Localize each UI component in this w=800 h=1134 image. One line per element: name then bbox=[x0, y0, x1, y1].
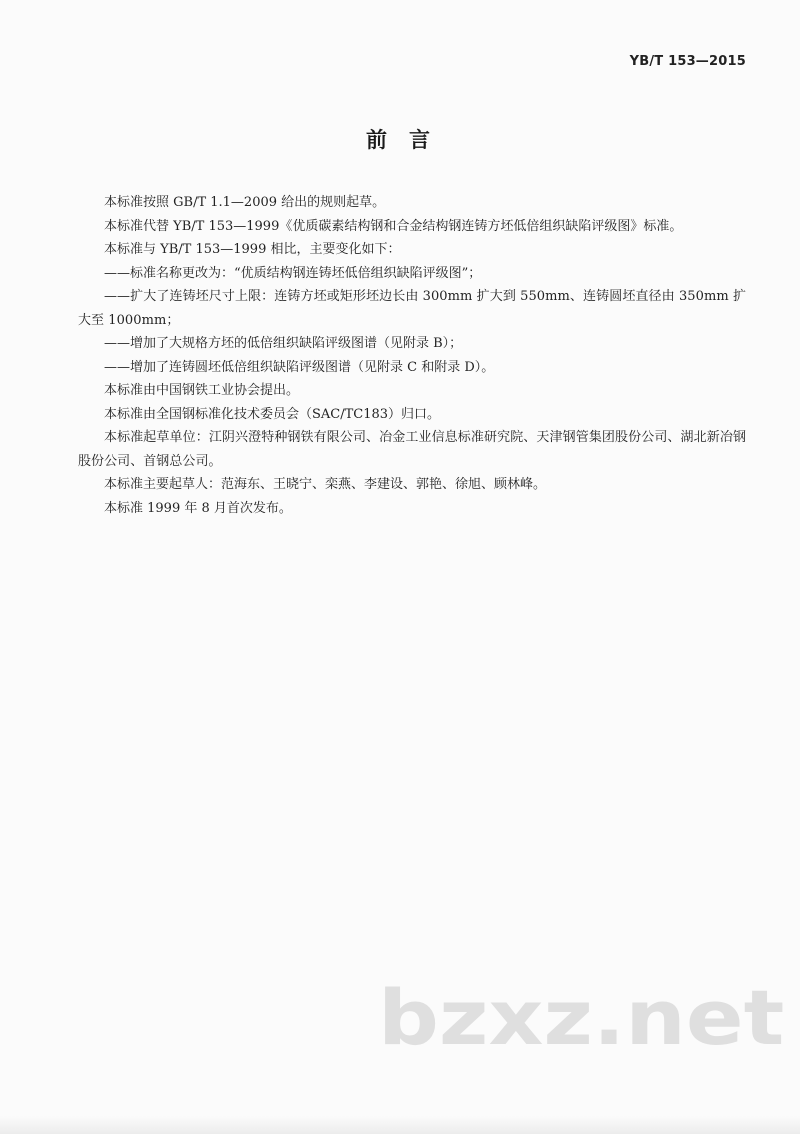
paragraph-drafting-units: 本标准起草单位：江阴兴澄特种钢铁有限公司、冶金工业信息标准研究院、天津钢管集团股份公司、湖北新冶钢股份公司、首钢总公司。 bbox=[78, 430, 746, 469]
paragraph-drafters: 本标准主要起草人：范海东、王晓宁、栾燕、李建设、郭艳、徐旭、顾林峰。 bbox=[104, 477, 547, 492]
paragraph-replaces: 本标准代替 YB/T 153—1999《优质碳素结构钢和合金结构钢连铸方坯低倍组织缺陷评级图》标准。 bbox=[104, 218, 683, 234]
paragraph-main-changes: 本标准与 YB/T 153—1999 相比，主要变化如下： bbox=[104, 242, 401, 257]
paragraph-first-issued: 本标准 1999 年 8 月首次发布。 bbox=[104, 500, 292, 516]
paragraph-administered-by: 本标准由全国钢标准化技术委员会（SAC/TC183）归口。 bbox=[104, 406, 441, 422]
change-item-title: ——标准名称更改为：“优质结构钢连铸坯低倍组织缺陷评级图”； bbox=[104, 265, 482, 281]
standard-code: YB/T 153—2015 bbox=[629, 54, 746, 69]
change-item-appendix-c-d: ——增加了连铸圆坯低倍组织缺陷评级图谱（见附录 C 和附录 D）。 bbox=[104, 359, 495, 375]
foreword-body bbox=[78, 191, 746, 520]
change-item-appendix-b: ——增加了大规格方坯的低倍组织缺陷评级图谱（见附录 B）； bbox=[104, 336, 463, 351]
watermark-logo: bzxz.net bbox=[378, 973, 785, 1062]
paragraph-proposed-by: 本标准由中国钢铁工业协会提出。 bbox=[104, 383, 300, 398]
change-item-size-limit: ——扩大了连铸坯尺寸上限：连铸方坯或矩形坯边长由 300mm 扩大到 550mm、连铸圆坯直径由 350mm 扩大至 1000mm； bbox=[78, 289, 746, 328]
paragraph-drafting-rules: 本标准按照 GB/T 1.1—2009 给出的规则起草。 bbox=[104, 195, 386, 210]
page-title: 前言 bbox=[366, 127, 452, 152]
